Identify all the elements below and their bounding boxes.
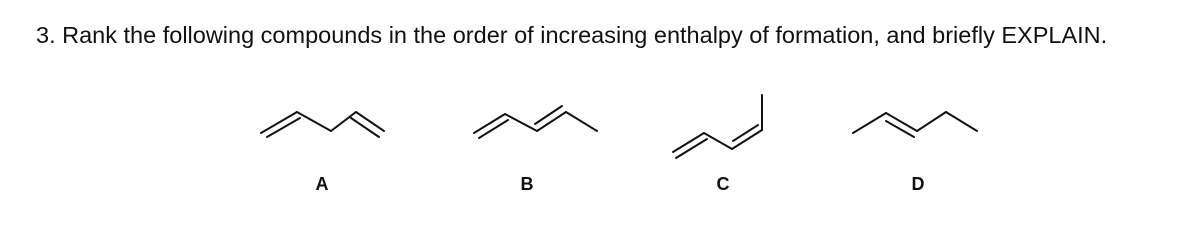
compound-a-label: A [315, 174, 329, 194]
compound-c-structure [673, 95, 762, 194]
compound-d-label: D [911, 174, 925, 194]
question-text: 3. Rank the following compounds in the order of increasing enthalpy of formation, and briefly EXPLAIN. [36, 22, 1108, 48]
compound-c-label: C [716, 174, 730, 194]
compound-a-structure [261, 112, 384, 194]
compound-b-structure [474, 106, 597, 194]
compound-d-structure [853, 112, 977, 194]
compound-b-label: B [520, 174, 534, 194]
